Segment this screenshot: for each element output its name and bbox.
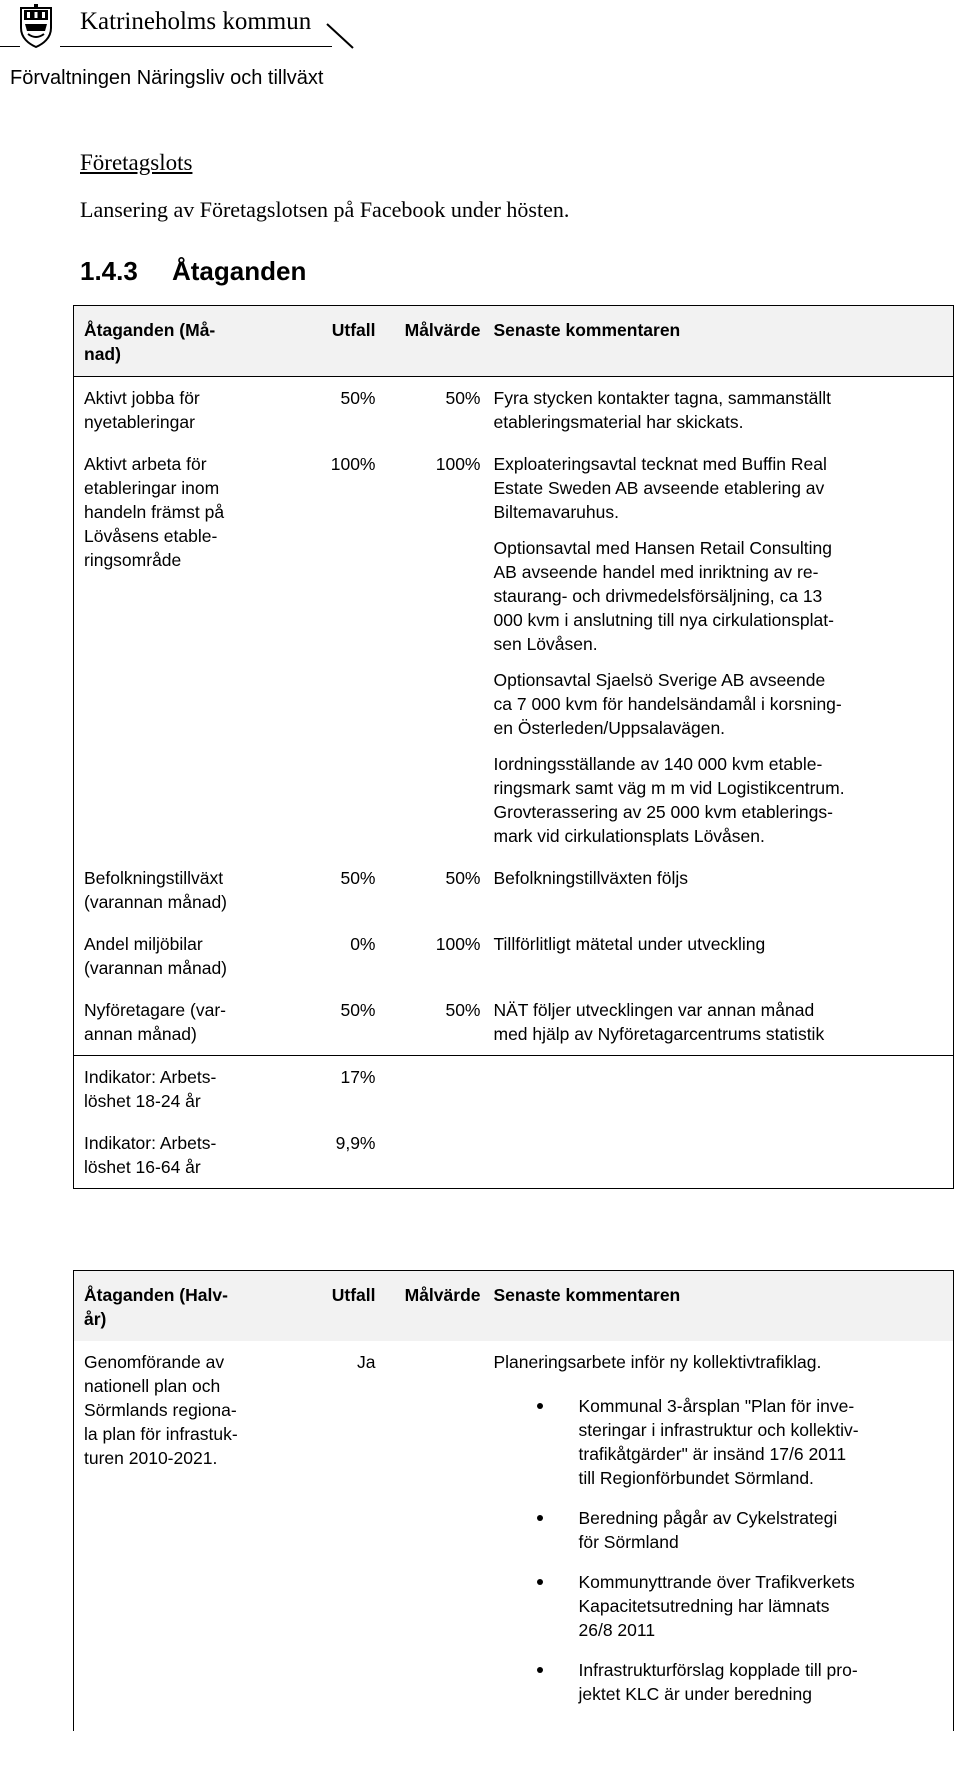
column-header-outcome: Utfall (269, 1271, 376, 1342)
comment-paragraph: Optionsavtal Sjaelsö Sverige AB avseende ca 7 000 kvm för handelsändamål i korsning- en Österleden/Uppsalavägen. (493, 670, 842, 738)
comment-cell (494, 857, 954, 923)
table-row (74, 377, 954, 444)
table-row (74, 1341, 954, 1731)
header-rule-left (0, 46, 20, 47)
target-value: 50% (376, 377, 494, 444)
municipality-crest-logo (18, 4, 54, 48)
column-header-target: Målvärde (376, 1271, 494, 1342)
target-value: 100% (435, 934, 481, 954)
table-row (74, 443, 954, 857)
section-intro-text: Lansering av Företagslotsen på Facebook under hösten. (80, 197, 570, 222)
comment-paragraph: Exploateringsavtal tecknat med Buffin Real Estate Sweden AB avseende etablering av Biltemavaruhus. (493, 454, 827, 522)
bullet-text: Infrastrukturförslag kopplade till pro- jektet KLC är under beredning (578, 1660, 858, 1704)
bullet-icon (537, 1667, 543, 1673)
column-header-target: Målvärde (376, 306, 494, 377)
outcome-value: Ja (357, 1352, 376, 1372)
comment-paragraph: Optionsavtal med Hansen Retail Consulting AB avseende handel med inriktning av re- staurang- och drivmedelsförsäljning, ca 13 000 kvm i anslutning till nya cirkulationsplat- sen Lövåsen. (493, 538, 834, 654)
column-header-outcome: Utfall (269, 306, 376, 377)
comment-paragraph: Iordningsställande av 140 000 kvm etable- ringsmark samt väg m m vid Logistikcentrum. Grovterassering av 25 000 kvm etablerings- mark vid cirkulationsplats Lövåsen. (493, 754, 845, 846)
brand-name: Katrineholms kommun (80, 8, 312, 35)
comment-paragraph: Fyra stycken kontakter tagna, sammanställt etableringsmaterial har skickats. (493, 388, 831, 432)
target-value (376, 1056, 494, 1123)
outcome-value: 50% (340, 868, 376, 888)
chapter-title: Åtaganden (172, 256, 307, 286)
table-row (74, 923, 954, 989)
chapter-heading (80, 256, 306, 286)
table-header-row (74, 1271, 954, 1342)
table-row (74, 857, 954, 923)
commitment-name: Aktivt arbeta för etableringar inom handeln främst på Lövåsens etable- ringsområde (74, 443, 269, 857)
target-value: 100% (435, 454, 481, 474)
bullet-text: Beredning pågår av Cykelstrategi för Sörmland (578, 1508, 838, 1552)
outcome-value: 0% (350, 934, 376, 954)
department-name: Förvaltningen Näringsliv och tillväxt (10, 67, 324, 89)
outcome-value: 50% (269, 377, 376, 444)
comment-bullet-item (494, 1394, 948, 1490)
target-value (376, 1122, 494, 1189)
indicator-name: Indikator: Arbets- löshet 18-24 år (74, 1056, 269, 1123)
indicator-row (74, 1122, 954, 1189)
bullet-icon (537, 1579, 543, 1585)
comment-bullet-list (494, 1394, 948, 1706)
comment-paragraph: Tillförlitligt mätetal under utveckling (493, 934, 766, 954)
indicator-name: Indikator: Arbets- löshet 16-64 år (74, 1122, 269, 1189)
column-header-commitment: Åtaganden (Halv- år) (74, 1271, 269, 1342)
comment-cell (494, 989, 954, 1056)
bullet-icon (537, 1515, 543, 1521)
comment-paragraph: NÄT följer utvecklingen var annan månad med hjälp av Nyföretagarcentrums statistik (493, 1000, 825, 1044)
comment-cell (494, 443, 954, 857)
comment-cell (494, 1056, 954, 1123)
comment-text: Planeringsarbete inför ny kollektivtrafiklag. (493, 1352, 822, 1372)
section-heading: Företagslots (80, 150, 193, 175)
comment-paragraph: Befolkningstillväxten följs (493, 868, 689, 888)
indicator-row (74, 1056, 954, 1123)
table-row (74, 989, 954, 1056)
outcome-value: 9,9% (269, 1122, 376, 1189)
outcome-value: 100% (330, 454, 376, 474)
chapter-number: 1.4.3 (80, 256, 138, 286)
target-value: 50% (445, 1000, 481, 1020)
comment-bullet-item (494, 1570, 948, 1642)
commitment-name: Genomförande av nationell plan och Sörmlands regiona- la plan för infrastuk- turen 2010-2021. (74, 1341, 269, 1731)
commitments-monthly-table (73, 305, 954, 1189)
bullet-text: Kommunal 3-årsplan "Plan för inve- steringar i infrastruktur och kollektiv- trafikåtgärder" är insänd 17/6 2011 till Regionförbundet Sörmland. (578, 1396, 859, 1488)
column-header-commitment: Åtaganden (Må- nad) (74, 306, 269, 377)
comment-cell (494, 1341, 954, 1731)
column-header-comment: Senaste kommentaren (494, 1271, 954, 1342)
header-rule-right (60, 46, 332, 47)
comment-bullet-item (494, 1506, 948, 1554)
comment-cell (494, 1122, 954, 1189)
commitments-halfyear-table (73, 1270, 954, 1731)
column-header-comment: Senaste kommentaren (494, 306, 954, 377)
commitment-name: Nyföretagare (var- annan månad) (74, 989, 269, 1056)
commitment-name: Befolkningstillväxt (varannan månad) (74, 857, 269, 923)
header-slash-decoration (325, 22, 355, 50)
target-value: 50% (445, 868, 481, 888)
outcome-value: 50% (340, 1000, 376, 1020)
comment-cell (494, 923, 954, 989)
comment-bullet-item (494, 1658, 948, 1706)
outcome-value: 17% (269, 1056, 376, 1123)
target-value (376, 1341, 494, 1731)
bullet-icon (537, 1403, 543, 1409)
bullet-text: Kommunyttrande över Trafikverkets Kapacitetsutredning har lämnats 26/8 2011 (578, 1572, 855, 1640)
table-header-row (74, 306, 954, 377)
commitment-name: Andel miljöbilar (varannan månad) (74, 923, 269, 989)
comment-cell (494, 377, 954, 444)
commitment-name: Aktivt jobba för nyetableringar (74, 377, 269, 444)
